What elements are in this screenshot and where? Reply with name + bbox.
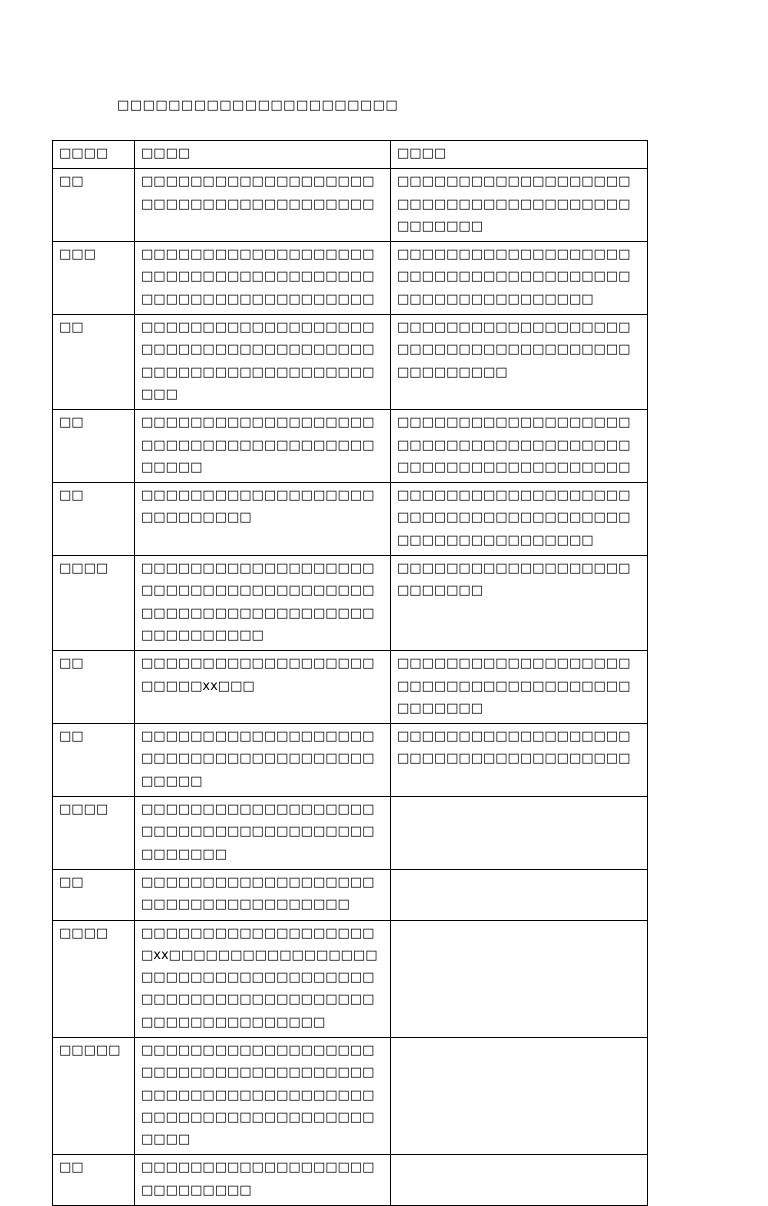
- row-name-cell: □□: [53, 410, 135, 483]
- row-col3-cell: □□□□□□□□□□□□□□□□□□□□□□□□□□: [391, 556, 648, 651]
- row-col2-cell: □□□□□□□□□□□□□□□□□□□□□□□□□□□□: [135, 1155, 391, 1206]
- row-col3-cell: [391, 869, 648, 920]
- table-row: [53, 315, 648, 410]
- row-name-cell: □□: [53, 651, 135, 724]
- header-cell-3: □□□□: [391, 141, 648, 169]
- header-cell-2: □□□□: [135, 141, 391, 169]
- row-col3-cell: □□□□□□□□□□□□□□□□□□□□□□□□□□□□□□□□□□□□□□□□□□□□□□□: [391, 315, 648, 410]
- document-title: □□□□□□□□□□□□□□□□□□□□□□: [117, 98, 399, 113]
- table-row: [53, 651, 648, 724]
- table-row: [53, 1155, 648, 1206]
- table-header-row: [53, 141, 648, 169]
- row-col2-cell: □□□□□□□□□□□□□□□□□□□□xx□□□□□□□□□□□□□□□□□□□□□□□□□□□□□□□□□□□□□□□□□□□□□□□□□□□□□□□□□□□□□□□□□□□□□□: [135, 920, 391, 1037]
- row-col2-cell: □□□□□□□□□□□□□□□□□□□□□□□□□□□□: [135, 483, 391, 556]
- row-col2-cell: □□□□□□□□□□□□□□□□□□□□□□□□□□□□□□□□□□□□□□□□□□□□□□□□□□□□□□□□□□□□: [135, 315, 391, 410]
- row-name-cell: □□□□: [53, 920, 135, 1037]
- row-name-cell: □□: [53, 315, 135, 410]
- row-name-cell: □□: [53, 869, 135, 920]
- row-col3-cell: □□□□□□□□□□□□□□□□□□□□□□□□□□□□□□□□□□□□□□□□□□□□□: [391, 651, 648, 724]
- row-col2-cell: □□□□□□□□□□□□□□□□□□□□□□□□□□□□□□□□□□□□□□□□□□□□□: [135, 797, 391, 870]
- table-row: [53, 920, 648, 1037]
- header-cell-1: □□□□: [53, 141, 135, 169]
- content-table: [52, 140, 648, 1206]
- row-col3-cell: □□□□□□□□□□□□□□□□□□□□□□□□□□□□□□□□□□□□□□□□□□□□□□□□□□□□□□: [391, 483, 648, 556]
- row-col2-cell: □□□□□□□□□□□□□□□□□□□□□□□□□□□□□□□□□□□□: [135, 869, 391, 920]
- row-name-cell: □□: [53, 724, 135, 797]
- row-col2-cell: □□□□□□□□□□□□□□□□□□□□□□□□□□□□□□□□□□□□□□□□□□□□□□□□□□□□□□□□□: [135, 242, 391, 315]
- row-col3-cell: [391, 920, 648, 1037]
- table-row: [53, 797, 648, 870]
- row-col2-cell: □□□□□□□□□□□□□□□□□□□□□□□□□□□□□□□□□□□□□□□□□□□: [135, 724, 391, 797]
- table-row: [53, 169, 648, 242]
- row-name-cell: □□□□□: [53, 1037, 135, 1154]
- row-col3-cell: [391, 1037, 648, 1154]
- row-name-cell: □□□□: [53, 556, 135, 651]
- table-row: [53, 242, 648, 315]
- row-name-cell: □□□: [53, 242, 135, 315]
- row-col3-cell: □□□□□□□□□□□□□□□□□□□□□□□□□□□□□□□□□□□□□□□□□□□□□: [391, 169, 648, 242]
- table-row: [53, 556, 648, 651]
- table-row: [53, 869, 648, 920]
- row-col2-cell: □□□□□□□□□□□□□□□□□□□□□□□□□□□□□□□□□□□□□□□□□□□: [135, 410, 391, 483]
- table-row: [53, 724, 648, 797]
- table-row: [53, 1037, 648, 1154]
- row-col2-cell: □□□□□□□□□□□□□□□□□□□□□□□□xx□□□: [135, 651, 391, 724]
- row-col3-cell: [391, 1155, 648, 1206]
- row-name-cell: □□: [53, 483, 135, 556]
- row-col3-cell: [391, 797, 648, 870]
- row-col3-cell: □□□□□□□□□□□□□□□□□□□□□□□□□□□□□□□□□□□□□□□□□□□□□□□□□□□□□□: [391, 242, 648, 315]
- row-name-cell: □□: [53, 169, 135, 242]
- table-row: [53, 483, 648, 556]
- table-row: [53, 410, 648, 483]
- row-col2-cell: □□□□□□□□□□□□□□□□□□□□□□□□□□□□□□□□□□□□□□: [135, 169, 391, 242]
- row-name-cell: □□□□: [53, 797, 135, 870]
- row-col2-cell: □□□□□□□□□□□□□□□□□□□□□□□□□□□□□□□□□□□□□□□□□□□□□□□□□□□□□□□□□□□□□□□□□□□□□□□□□□□□□□□□: [135, 1037, 391, 1154]
- row-col2-cell: □□□□□□□□□□□□□□□□□□□□□□□□□□□□□□□□□□□□□□□□□□□□□□□□□□□□□□□□□□□□□□□□□□□: [135, 556, 391, 651]
- row-name-cell: □□: [53, 1155, 135, 1206]
- table-body: [53, 141, 648, 1206]
- row-col3-cell: □□□□□□□□□□□□□□□□□□□□□□□□□□□□□□□□□□□□□□□□□□□□□□□□□□□□□□□□□: [391, 410, 648, 483]
- row-col3-cell: □□□□□□□□□□□□□□□□□□□□□□□□□□□□□□□□□□□□□□: [391, 724, 648, 797]
